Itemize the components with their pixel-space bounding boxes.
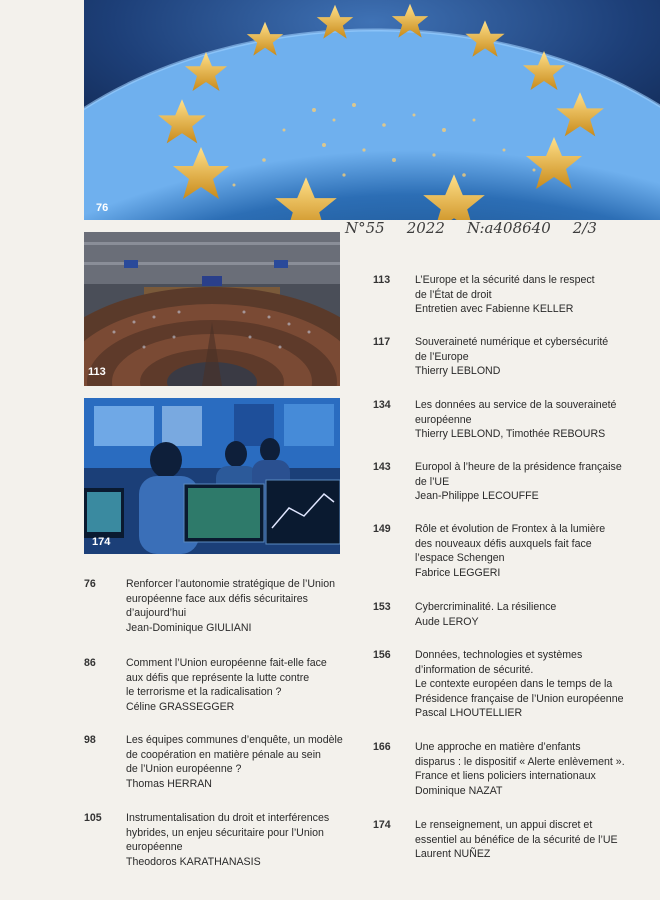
handwritten-ref: N:a408640	[466, 219, 551, 237]
toc-title-line: Une approche en matière d’enfants	[415, 741, 581, 753]
toc-title-line: hybrides, un enjeu sécuritaire pour l’Union	[126, 826, 324, 839]
toc-title-line: disparus : le dispositif « Alerte enlèvement ».	[415, 755, 625, 768]
toc-page-number: 105	[84, 812, 102, 824]
toc-page-number: 156	[373, 649, 391, 661]
toc-author: Thomas HERRAN	[126, 777, 212, 790]
toc-entry-105[interactable]	[84, 811, 364, 881]
parliament-illustration	[84, 232, 340, 386]
toc-title-line: Renforcer l’autonomie stratégique de l’Union	[126, 578, 336, 590]
toc-title-line: Le renseignement, un appui discret et	[415, 819, 593, 831]
toc-entry-134[interactable]	[373, 398, 653, 448]
toc-page-number: 76	[84, 578, 96, 590]
toc-title-line: des nouveaux défis auxquels fait face	[415, 537, 592, 550]
toc-title-line: Les équipes communes d’enquête, un modèle	[126, 734, 343, 746]
toc-page-number: 149	[373, 523, 391, 535]
toc-title-line: européenne	[126, 841, 183, 854]
earth-illustration	[84, 0, 660, 220]
toc-title-line: de l’État de droit	[415, 288, 492, 301]
hero-page-label: 76	[96, 202, 109, 214]
control-room-image	[84, 398, 340, 554]
toc-author: Theodoros KARATHANASIS	[126, 855, 261, 868]
toc-entry-166[interactable]	[373, 740, 653, 804]
toc-title-line: le terrorisme et la radicalisation ?	[126, 686, 282, 699]
toc-author: Dominique NAZAT	[415, 784, 503, 797]
toc-entry-113[interactable]	[373, 273, 653, 323]
toc-title-line: d’aujourd’hui	[126, 607, 187, 620]
parliament-page-label: 113	[88, 366, 106, 378]
toc-author: Thierry LEBLOND, Timothée REBOURS	[415, 428, 606, 441]
toc-title-line: Présidence française de l’Union européenne	[415, 692, 624, 705]
toc-entry-98[interactable]	[84, 733, 364, 803]
parliament-image	[84, 232, 340, 386]
toc-title-line: Instrumentalisation du droit et interférences	[126, 812, 330, 824]
toc-title-line: Cybercriminalité. La résilience	[415, 601, 557, 613]
toc-entry-117[interactable]	[373, 335, 653, 385]
handwritten-year: 2022	[406, 219, 445, 237]
toc-page-number: 98	[84, 734, 96, 746]
toc-title-line: Europol à l’heure de la présidence française	[415, 461, 622, 473]
toc-entry-149[interactable]	[373, 522, 653, 586]
toc-title-line: d’information de sécurité.	[415, 663, 534, 676]
toc-page-number: 134	[373, 399, 391, 411]
toc-title-line: aux défis que représente la lutte contre	[126, 671, 310, 684]
toc-entry-153[interactable]	[373, 600, 653, 634]
toc-page-number: 166	[373, 741, 391, 753]
toc-title-line: Le contexte européen dans le temps de la	[415, 678, 613, 691]
toc-title-line: Comment l’Union européenne fait-elle face	[126, 657, 327, 669]
toc-author: Jean-Dominique GIULIANI	[126, 621, 252, 634]
control-room-page-label: 174	[92, 536, 111, 548]
toc-page-number: 143	[373, 461, 391, 473]
toc-author: Céline GRASSEGGER	[126, 700, 235, 713]
toc-page-number: 174	[373, 819, 391, 831]
toc-title-line: de l’Union européenne ?	[126, 763, 242, 776]
toc-title-line: Données, technologies et systèmes	[415, 649, 583, 661]
toc-author: Thierry LEBLOND	[415, 365, 501, 378]
toc-title-line: Les données au service de la souveraineté	[415, 399, 617, 411]
toc-title-line: France et liens policiers internationaux	[415, 770, 596, 783]
toc-author: Aude LEROY	[415, 615, 479, 628]
toc-title-line: européenne	[415, 413, 472, 426]
control-room-illustration	[84, 398, 340, 554]
toc-title-line: de coopération en matière pénale au sein	[126, 748, 321, 761]
toc-page-number: 117	[373, 336, 391, 348]
toc-entry-143[interactable]	[373, 460, 653, 510]
toc-title-line: Rôle et évolution de Frontex à la lumière	[415, 523, 606, 535]
hero-image-earth-eu-stars	[84, 0, 660, 220]
toc-author: Jean-Philippe LECOUFFE	[415, 490, 539, 503]
toc-title-line: essentiel au bénéfice de la sécurité de l’UE	[415, 833, 618, 846]
toc-page-number: 86	[84, 657, 96, 669]
toc-page-number: 153	[373, 601, 391, 613]
toc-title-line: de l’UE	[415, 475, 450, 488]
toc-title-line: l’espace Schengen	[415, 552, 505, 565]
toc-entry-174[interactable]	[373, 818, 653, 868]
toc-page-number: 113	[373, 274, 391, 286]
toc-author: Entretien avec Fabienne KELLER	[415, 303, 574, 316]
toc-title-line: L’Europe et la sécurité dans le respect	[415, 274, 595, 286]
toc-entry-86[interactable]	[84, 656, 364, 726]
handwritten-note	[345, 219, 655, 241]
toc-title-line: de l’Europe	[415, 350, 469, 363]
toc-entry-156[interactable]	[373, 648, 653, 726]
toc-author: Pascal LHOUTELLIER	[415, 707, 523, 720]
toc-title-line: européenne face aux défis sécuritaires	[126, 592, 308, 605]
toc-author: Fabrice LEGGERI	[415, 566, 501, 579]
handwritten-fraction: 2/3	[572, 219, 597, 237]
toc-entry-76[interactable]	[84, 577, 364, 647]
toc-author: Laurent NUÑEZ	[415, 848, 491, 861]
toc-title-line: Souveraineté numérique et cybersécurité	[415, 336, 609, 348]
handwritten-issue: N°55	[345, 219, 385, 237]
